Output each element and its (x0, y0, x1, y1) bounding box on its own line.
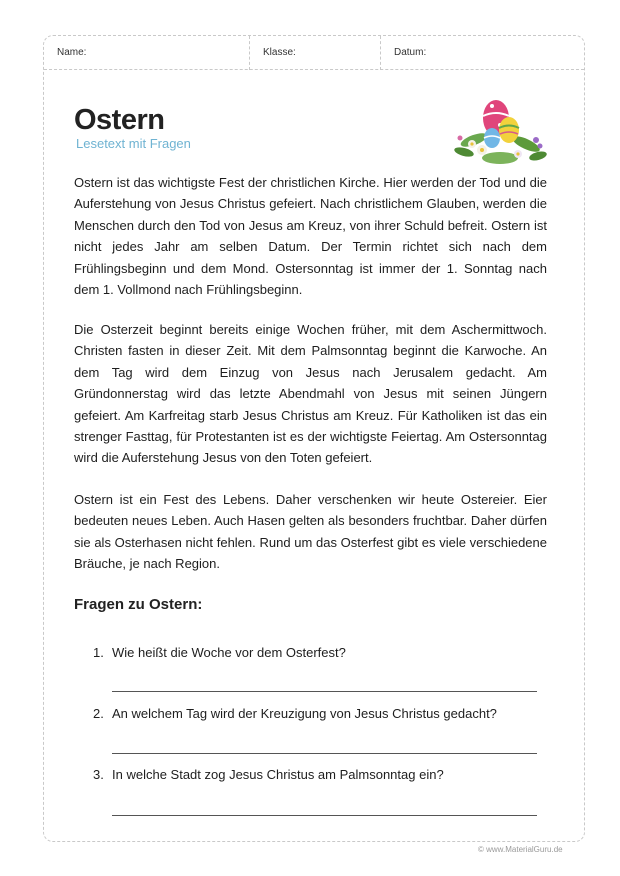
question-number: 2. (93, 706, 104, 721)
datum-field[interactable] (381, 36, 586, 70)
copyright-footer: © www.MaterialGuru.de (478, 845, 563, 854)
question-2 (93, 706, 497, 721)
klasse-label: Klasse: (263, 47, 296, 58)
answer-line-2[interactable] (112, 753, 537, 754)
answer-line-3[interactable] (112, 815, 537, 816)
question-1 (93, 645, 346, 660)
question-text: In welche Stadt zog Jesus Christus am Palmsonntag ein? (112, 767, 444, 782)
klasse-field[interactable] (250, 36, 381, 70)
yellow-egg-icon (499, 117, 519, 143)
easter-eggs-illustration (452, 92, 548, 170)
page-subtitle: Lesetext mit Fragen (76, 136, 191, 151)
questions-heading: Fragen zu Ostern: (74, 596, 203, 613)
datum-label: Datum: (394, 47, 427, 58)
name-label: Name: (57, 47, 87, 58)
paragraph-2: Die Osterzeit beginnt bereits einige Wochen früher, mit dem Aschermittwoch. Christen fasten in dieser Zeit. Mit dem Palmsonntag beginnt die Karwoche. An dem Tag wird dem Einzug von Jesus nach Jerusalem gedacht. Am Gründonnerstag wird das letzte Abendmahl von Jesus mit seinen Jüngern gefeiert. Am Karfreitag starb Jesus Christus am Kreuz. Für Katholiken ist das ein strenger Fasttag, für Protestanten ist es der wichtigste Feiertag. Am Ostersonntag wird die Auferstehung Jesus von den Toten gefeiert. (74, 322, 547, 466)
question-3 (93, 767, 444, 782)
header-row (44, 36, 584, 70)
blue-egg-icon (484, 128, 500, 148)
question-number: 3. (93, 767, 104, 782)
answer-line-1[interactable] (112, 691, 537, 692)
paragraph-3: Ostern ist ein Fest des Lebens. Daher verschenken wir heute Ostereier. Eier bedeuten neues Leben. Auch Hasen gelten als besonders fruchtbar. Daher dürfen sie als Osterhasen nicht fehlen. Rund um das Osterfest gibt es viele verschiedene Bräuche, je nach Region. (74, 492, 547, 572)
question-number: 1. (93, 645, 104, 660)
paragraph-1: Ostern ist das wichtigste Fest der christlichen Kirche. Hier werden der Tod und die Auferstehung von Jesus Christus gefeiert. Nach christlichem Glauben, werden die Menschen durch den Tod von Jesus am Kreuz, von ihrer Schuld befreit. Ostern ist nicht jedes Jahr am selben Datum. Der Termin richtet sich nach dem Frühlingsbeginn und dem Mond. Ostersonntag ist immer der 1. Sonntag nach dem 1. Vollmond nach Frühlingsbeginn. (74, 175, 547, 298)
name-field[interactable] (44, 36, 250, 70)
page-title: Ostern (74, 104, 165, 136)
question-text: An welchem Tag wird der Kreuzigung von Jesus Christus gedacht? (112, 706, 497, 721)
question-text: Wie heißt die Woche vor dem Osterfest? (112, 645, 346, 660)
